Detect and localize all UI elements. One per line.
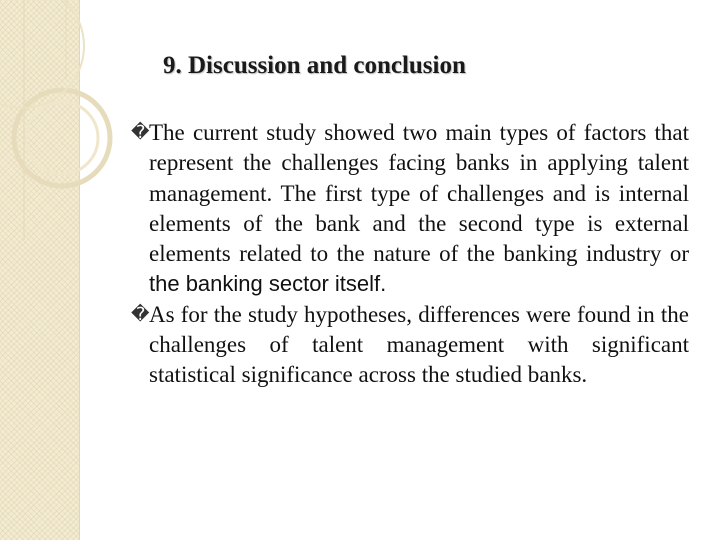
slide-title: 9. Discussion and conclusion <box>163 52 466 79</box>
bullet-paragraph-1 <box>131 118 689 300</box>
paragraph-1-text: The current study showed two main types of factors that represent the challenges facing banks in applying talent management. The first type of challenges and is internal elements of the bank and the second type is external elements related to the nature of the banking industry or <box>149 120 689 267</box>
slide-body <box>131 118 689 391</box>
paragraph-2-text: As for the study hypotheses, differences were found in the challenges of talent management with significant statistical significance across the studied banks. <box>149 301 689 388</box>
paragraph-1-tail: the banking sector itself. <box>149 271 387 297</box>
bullet-glyph-icon: � <box>131 303 150 325</box>
bullet-glyph-icon: � <box>131 122 150 143</box>
bullet-paragraph-2 <box>131 300 689 391</box>
